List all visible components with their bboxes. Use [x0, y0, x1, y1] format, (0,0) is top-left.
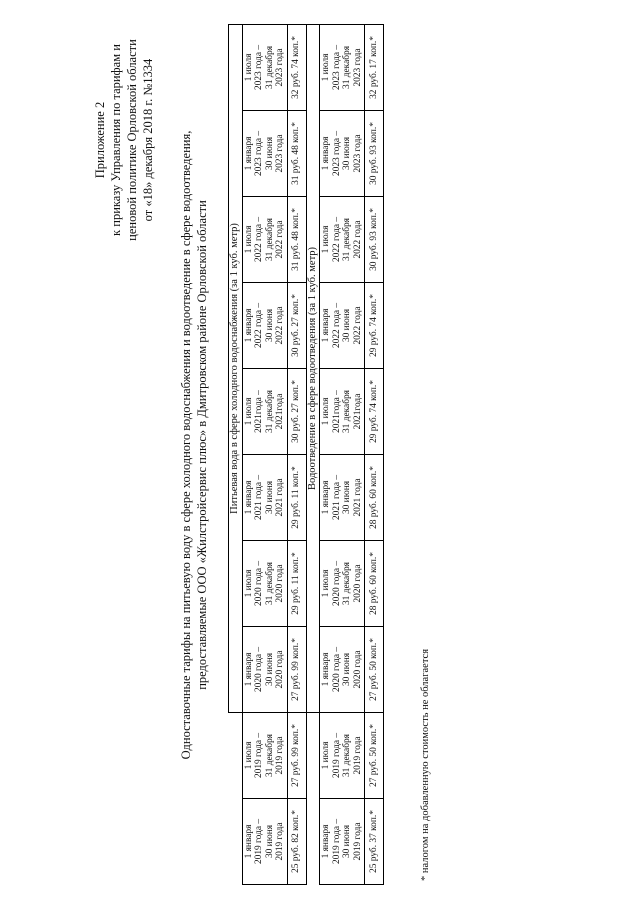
- period-line: 2019 года: [352, 822, 363, 861]
- period-line: 2019 года –: [254, 732, 264, 779]
- period-line: 31 декабря: [264, 562, 275, 605]
- period-line: 2023 года: [275, 48, 285, 87]
- sewer-value-row: [365, 24, 384, 884]
- period-line: 1 июля: [243, 225, 254, 254]
- period-line: 1 января: [321, 480, 331, 515]
- period-line: 1 января: [321, 136, 331, 171]
- sewer-period-cell: [320, 455, 365, 541]
- sewer-period-cell: [320, 799, 365, 885]
- sewer-tariff-value: 32 руб. 17 коп.*: [365, 24, 384, 110]
- period-line: 2020 года: [352, 564, 363, 603]
- period-line: 2021 года: [275, 478, 285, 517]
- sewer-period-row: [320, 24, 365, 884]
- period-line: 2019 года: [275, 822, 285, 861]
- period-line: 2020 года –: [254, 560, 264, 607]
- sewer-section: [306, 24, 384, 884]
- vat-footnote: * налогом на добавленную стоимость не облагается: [420, 648, 431, 881]
- period-line: 2021 года –: [331, 474, 342, 521]
- water-section-title: Питьевая вода в сфере холодного водоснабжения (за 1 куб. метр): [229, 24, 243, 712]
- period-line: 2022 года –: [254, 302, 264, 349]
- sewer-section-header-row: [306, 24, 320, 884]
- period-line: 2023 года –: [331, 130, 342, 177]
- period-line: 1 июля: [321, 53, 331, 82]
- period-line: 2020 года –: [331, 646, 342, 693]
- sewer-tariff-value: 30 руб. 93 коп.*: [365, 111, 384, 197]
- water-period-cell: [242, 799, 287, 885]
- period-line: 2020 года: [275, 564, 285, 603]
- period-line: 30 июня: [264, 824, 275, 859]
- sewer-tariff-value: 29 руб. 74 коп.*: [365, 369, 384, 455]
- period-line: 1 июля: [243, 53, 254, 82]
- period-line: 2020 года –: [254, 646, 264, 693]
- water-period-cell: [242, 111, 287, 197]
- appendix-header: [92, 15, 156, 265]
- period-line: 1 января: [243, 308, 254, 343]
- period-line: 1 июля: [243, 397, 254, 426]
- period-line: 30 июня: [342, 480, 352, 515]
- document-heading: [178, 15, 210, 875]
- period-line: 2021года –: [331, 390, 342, 433]
- period-line: 1 января: [321, 652, 331, 687]
- water-period-row: [242, 24, 287, 884]
- sewer-tariff-value: 29 руб. 74 коп.*: [365, 283, 384, 369]
- period-line: 31 декабря: [342, 734, 352, 777]
- water-section-header-row: [229, 24, 243, 884]
- period-line: 31 декабря: [342, 562, 352, 605]
- sewer-tariff-value: 27 руб. 50 коп.*: [365, 713, 384, 799]
- period-line: 2022 года: [352, 306, 363, 345]
- sewer-tariff-value: 27 руб. 50 коп.*: [365, 627, 384, 713]
- period-line: 30 июня: [342, 824, 352, 859]
- period-line: 30 июня: [342, 308, 352, 343]
- period-line: 2019 года –: [331, 732, 342, 779]
- period-line: 2023 года –: [254, 130, 264, 177]
- period-line: 30 июня: [342, 136, 352, 171]
- period-line: 30 июня: [264, 308, 275, 343]
- appendix-order-line: к приказу Управления по тарифам и: [109, 44, 123, 236]
- period-line: 2023 года: [352, 134, 363, 173]
- water-tariff-value: 30 руб. 27 коп.*: [287, 283, 306, 369]
- period-line: 2021года –: [254, 390, 264, 433]
- sewer-period-cell: [320, 541, 365, 627]
- period-line: 2021года: [352, 393, 363, 430]
- period-line: 30 июня: [264, 652, 275, 687]
- period-line: 2023 года: [352, 48, 363, 87]
- period-line: 31 декабря: [342, 390, 352, 433]
- water-tariff-value: 30 руб. 27 коп.*: [287, 369, 306, 455]
- sewer-tariff-value: 25 руб. 37 коп.*: [365, 799, 384, 885]
- water-period-cell: [242, 627, 287, 713]
- sewer-period-cell: [320, 197, 365, 283]
- period-line: 2019 года –: [254, 818, 264, 865]
- sewer-period-cell: [320, 627, 365, 713]
- tariff-table: [228, 24, 384, 885]
- period-line: 2022 года –: [331, 302, 342, 349]
- period-line: 2022 года –: [331, 216, 342, 263]
- period-line: 1 июля: [321, 397, 331, 426]
- period-line: 31 декабря: [342, 218, 352, 261]
- sewer-period-cell: [320, 283, 365, 369]
- water-period-cell: [242, 455, 287, 541]
- water-period-cell: [242, 24, 287, 110]
- period-line: 2023 года –: [331, 44, 342, 91]
- water-tariff-value: 29 руб. 11 коп.*: [287, 541, 306, 627]
- period-line: 2021 года –: [254, 474, 264, 521]
- period-line: 1 января: [321, 308, 331, 343]
- period-line: 2022 года: [352, 220, 363, 259]
- period-line: 2021 года: [352, 478, 363, 517]
- period-line: 1 января: [321, 824, 331, 859]
- water-section: [229, 24, 307, 884]
- period-line: 31 декабря: [264, 45, 275, 89]
- heading-line-2: предоставляемые ООО «Жилстройсервис плюс» в Дмитровском районе Орловской области: [195, 200, 209, 690]
- heading-line-1: Одноставочные тарифы на питьевую воду в сфере холодного водоснабжения и водоотведение в сфере водоотведения,: [179, 130, 193, 760]
- period-line: 1 января: [243, 480, 254, 515]
- period-line: 31 декабря: [264, 218, 275, 261]
- water-tariff-value: 32 руб. 74 коп.*: [287, 24, 306, 110]
- period-line: 2019 года: [275, 736, 285, 775]
- water-period-cell: [242, 541, 287, 627]
- appendix-authority-line: ценовой политике Орловской области: [125, 39, 139, 241]
- period-line: 2023 года: [275, 134, 285, 173]
- period-line: 1 января: [243, 824, 254, 859]
- water-period-cell: [242, 713, 287, 799]
- period-line: 2020 года –: [331, 560, 342, 607]
- water-period-cell: [242, 283, 287, 369]
- sewer-period-cell: [320, 369, 365, 455]
- period-line: 2019 года –: [331, 818, 342, 865]
- water-tariff-value: 31 руб. 48 коп.*: [287, 111, 306, 197]
- period-line: 1 июля: [321, 569, 331, 598]
- water-tariff-value: 31 руб. 48 коп.*: [287, 197, 306, 283]
- water-period-cell: [242, 197, 287, 283]
- water-tariff-value: 25 руб. 82 коп.*: [287, 799, 306, 885]
- period-line: 30 июня: [264, 480, 275, 515]
- sewer-section-title: Водоотведение в сфере водоотведения (за 1 куб. метр): [306, 24, 320, 712]
- appendix-date-line: от «18» декабря 2018 г. №1334: [141, 58, 155, 222]
- period-line: 1 июля: [243, 569, 254, 598]
- period-line: 1 января: [243, 136, 254, 171]
- water-tariff-value: 27 руб. 99 коп.*: [287, 627, 306, 713]
- sewer-period-cell: [320, 713, 365, 799]
- water-tariff-value: 27 руб. 99 коп.*: [287, 713, 306, 799]
- water-value-row: [287, 24, 306, 884]
- period-line: 2019 года: [352, 736, 363, 775]
- period-line: 1 июля: [321, 225, 331, 254]
- period-line: 2023 года –: [254, 44, 264, 91]
- appendix-title: Приложение 2: [93, 101, 107, 179]
- period-line: 30 июня: [264, 136, 275, 171]
- period-line: 31 декабря: [264, 734, 275, 777]
- period-line: 2020 года: [275, 650, 285, 689]
- period-line: 2022 года: [275, 306, 285, 345]
- period-line: 2022 года –: [254, 216, 264, 263]
- period-line: 2022 года: [275, 220, 285, 259]
- period-line: 2021года: [275, 393, 285, 430]
- period-line: 1 января: [243, 652, 254, 687]
- sewer-tariff-value: 28 руб. 60 коп.*: [365, 455, 384, 541]
- sewer-period-cell: [320, 111, 365, 197]
- period-line: 31 декабря: [342, 45, 352, 89]
- sewer-period-cell: [320, 24, 365, 110]
- period-line: 1 июля: [243, 741, 254, 770]
- period-line: 1 июля: [321, 741, 331, 770]
- period-line: 2020 года: [352, 650, 363, 689]
- sewer-tariff-value: 30 руб. 93 коп.*: [365, 197, 384, 283]
- period-line: 30 июня: [342, 652, 352, 687]
- sewer-tariff-value: 28 руб. 60 коп.*: [365, 541, 384, 627]
- period-line: 31 декабря: [264, 390, 275, 433]
- water-period-cell: [242, 369, 287, 455]
- water-tariff-value: 29 руб. 11 коп.*: [287, 455, 306, 541]
